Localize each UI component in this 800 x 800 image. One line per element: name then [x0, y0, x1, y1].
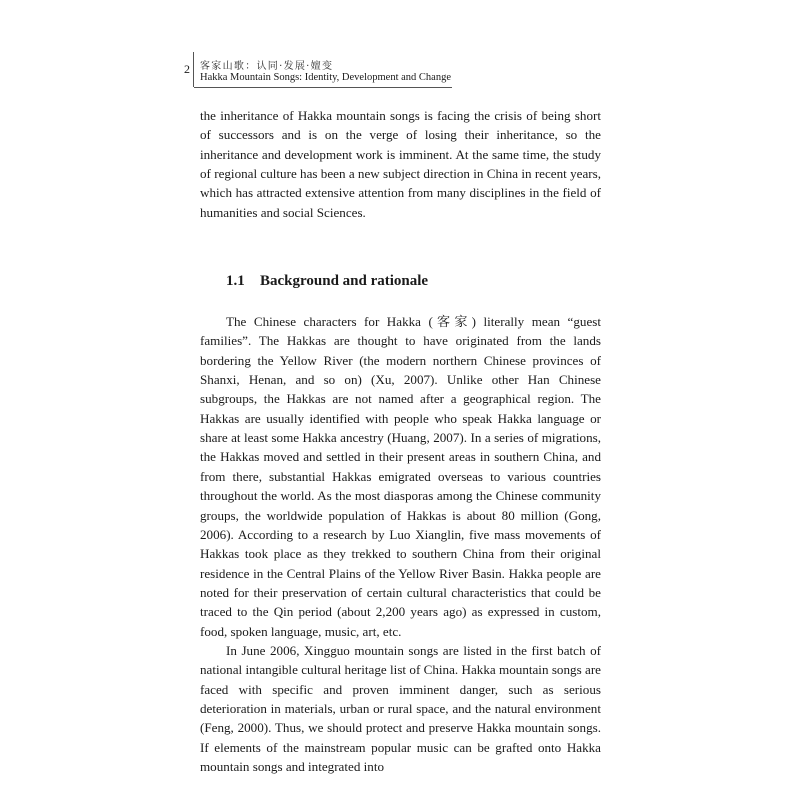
- body-paragraph: In June 2006, Xingguo mountain songs are listed in the first batch of national intangible cultural heritage list of China. Hakka mountain songs are faced with specific and proven imminent danger, such as serious deterioration in materials, urban or rural space, and the natural environment (Feng, 2000). Thus, we should protect and preserve Hakka mountain songs. If elements of the mainstream popular music can be grafted onto Hakka mountain songs and integrated into: [200, 642, 601, 774]
- section-title: Background and rationale: [260, 273, 429, 290]
- section-number: 1.1: [226, 273, 245, 290]
- page-number: 2: [172, 52, 194, 87]
- running-header: [172, 52, 612, 88]
- body-paragraph: The Chinese characters for Hakka (客家) literally mean “guest families”. The Hakkas are thought to have originated from the lands bordering the Yellow River (the modern northern Chinese provinces of Shanxi, Henan, and so on) (Xu, 2007). Unlike other Han Chinese subgroups, the Hakkas are not named after a geographical region. The Hakkas are usually identified with people who speak Hakka language or share at least some Hakka ancestry (Huang, 2007). In a series of migrations, the Hakkas moved and settled in their present areas in southern China, and from there, substantial Hakkas emigrated overseas to various countries throughout the world. As the most diasporas among the Chinese community groups, the worldwide population of Hakkas is about 80 million (Gong, 2006). According to a research by Luo Xianglin, five mass movements of Hakkas took place as they trekked to southern China from their original residence in the Central Plains of the Yellow River Basin. Hakka people are noted for their preservation of certain cultural characteristics that could be traced to the Qin period (about 2,200 years ago) as expressed in custom, food, spoken language, music, art, etc.: [200, 314, 601, 639]
- section-heading: [226, 271, 601, 291]
- header-title-chinese: 客家山歌：认同·发展·嬗变: [200, 61, 334, 72]
- header-title-english: Hakka Mountain Songs: Identity, Development and Change: [200, 72, 451, 83]
- page-body: [200, 106, 601, 776]
- header-rule: [194, 87, 452, 88]
- body-paragraph: the inheritance of Hakka mountain songs is facing the crisis of being short of successors and is on the verge of losing their inheritance, so the inheritance and development work is imminent. At the same time, the study of regional culture has been a new subject direction in China in recent years, which has attracted extensive attention from many disciplines in the field of humanities and social Sciences.: [200, 108, 601, 220]
